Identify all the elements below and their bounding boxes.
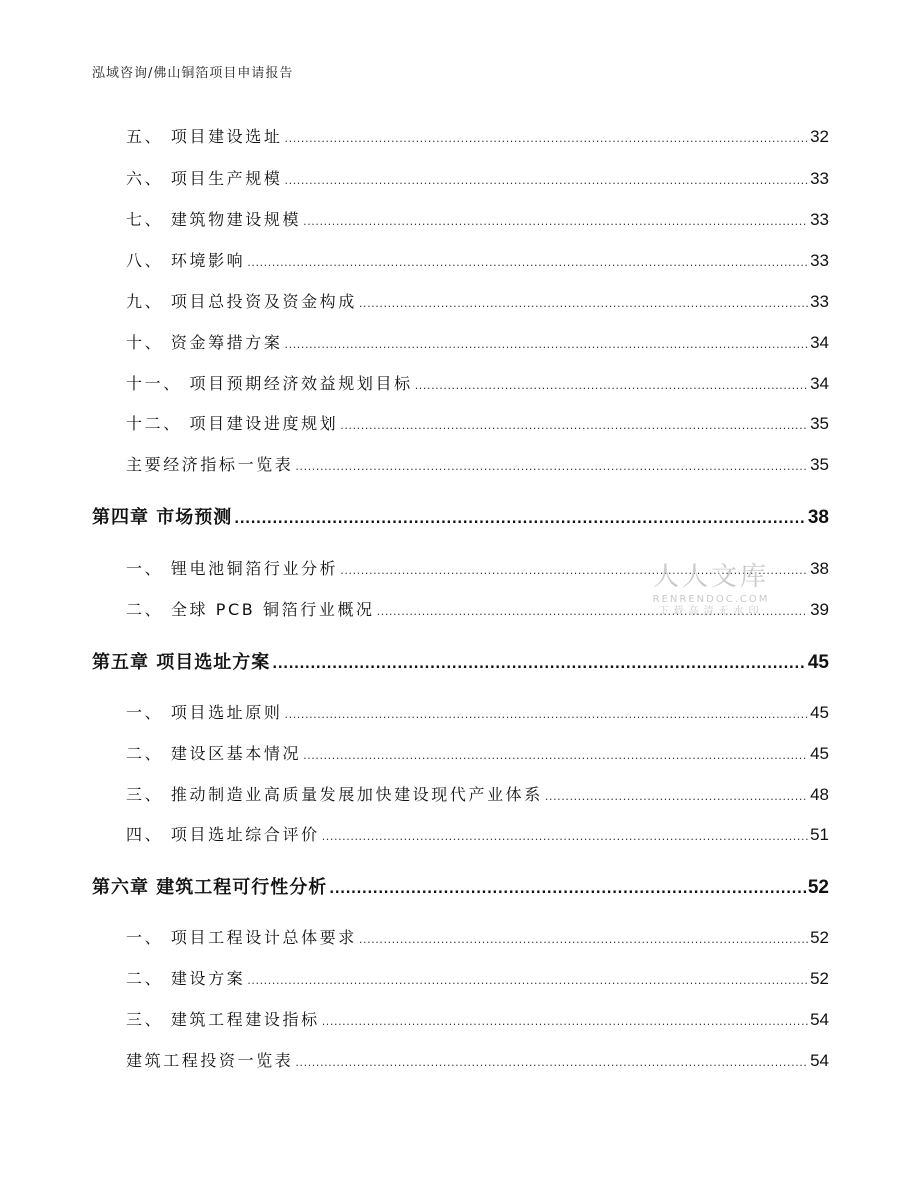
watermark-tagline: 下载高清无水印 [658, 606, 764, 617]
toc-page-number: 34 [810, 333, 829, 352]
toc-dot-leader [247, 974, 808, 987]
toc-dot-leader [359, 297, 808, 310]
toc-entry[interactable] [126, 1048, 829, 1071]
toc-dot-leader [285, 708, 809, 721]
toc-entry[interactable] [126, 741, 829, 764]
toc-dot-leader [415, 379, 808, 392]
toc-chapter-entry[interactable] [92, 648, 829, 674]
toc-entry[interactable] [126, 248, 829, 271]
toc-dot-leader [340, 419, 808, 432]
toc-page-number: 33 [810, 169, 829, 188]
toc-entry-title: 八、 环境影响 [126, 251, 246, 270]
toc-page-number: 54 [810, 1010, 829, 1029]
toc-page-number: 52 [810, 928, 829, 947]
toc-dot-leader [340, 564, 808, 577]
toc-entry[interactable] [126, 700, 829, 723]
toc-entry-title: 三、 建筑工程建设指标 [126, 1010, 320, 1029]
toc-entry[interactable] [126, 782, 829, 805]
toc-page-number: 33 [810, 292, 829, 311]
toc-entry-title: 三、 推动制造业高质量发展加快建设现代产业体系 [126, 785, 543, 804]
toc-page-number: 33 [810, 210, 829, 229]
toc-dot-leader [285, 338, 809, 351]
toc-page-number: 48 [810, 785, 829, 804]
toc-entry-title: 九、 项目总投资及资金构成 [126, 292, 357, 311]
toc-entry[interactable] [126, 124, 829, 147]
toc-entry-title: 主要经济指标一览表 [126, 455, 294, 474]
toc-dot-leader [285, 174, 809, 187]
toc-entry[interactable] [126, 1007, 829, 1030]
toc-page-number: 35 [810, 455, 829, 474]
toc-entry[interactable] [126, 556, 829, 579]
toc-entry-title: 五、 项目建设选址 [126, 127, 283, 146]
toc-page-number: 45 [810, 744, 829, 763]
toc-dot-leader [322, 1015, 808, 1028]
toc-page-number: 54 [810, 1051, 829, 1070]
toc-page-number: 52 [810, 969, 829, 988]
toc-dot-leader [303, 215, 808, 228]
toc-dot-leader [295, 1056, 808, 1069]
toc-dot-leader [545, 790, 808, 803]
toc-entry[interactable] [126, 597, 829, 620]
toc-page-number: 33 [810, 251, 829, 270]
toc-entry[interactable] [126, 289, 829, 312]
toc-dot-leader [247, 256, 808, 269]
toc-entry[interactable] [126, 966, 829, 989]
toc-entry-title: 一、 项目选址原则 [126, 703, 283, 722]
toc-page-number: 38 [810, 559, 829, 578]
watermark-brand: 人人文库 [652, 562, 769, 592]
toc-dot-leader [295, 460, 808, 473]
toc-dot-leader [303, 749, 808, 762]
toc-dot-leader [322, 830, 808, 843]
toc-entry[interactable] [126, 452, 829, 475]
toc-dot-leader [377, 605, 808, 618]
toc-dot-leader [234, 512, 806, 527]
toc-entry[interactable] [126, 925, 829, 948]
toc-page-number: 45 [807, 652, 829, 673]
toc-entry-title: 十二、 项目建设进度规划 [126, 414, 339, 433]
toc-chapter-entry[interactable] [92, 503, 829, 529]
page-header: 泓域咨询/佛山铜箔项目申请报告 [92, 66, 294, 81]
toc-entry-title: 十一、 项目预期经济效益规划目标 [126, 374, 413, 393]
toc-page-number: 39 [810, 600, 829, 619]
toc-page-number: 32 [810, 127, 829, 146]
toc-page-number: 38 [807, 507, 829, 528]
toc-entry[interactable] [126, 371, 829, 394]
toc-entry-title: 一、 项目工程设计总体要求 [126, 928, 357, 947]
toc-entry[interactable] [126, 411, 829, 434]
watermark-url: RENRENDOC.COM [652, 594, 770, 605]
toc-entry-title: 第六章 建筑工程可行性分析 [92, 877, 328, 898]
toc-entry[interactable] [126, 166, 829, 189]
toc-page-number: 45 [810, 703, 829, 722]
toc-entry-title: 第五章 项目选址方案 [92, 652, 271, 673]
toc-page-number: 34 [810, 374, 829, 393]
toc-entry-title: 二、 建设区基本情况 [126, 744, 302, 763]
toc-entry-title: 一、 锂电池铜箔行业分析 [126, 559, 339, 578]
toc-page-number: 51 [810, 825, 829, 844]
toc-entry-title: 四、 项目选址综合评价 [126, 825, 320, 844]
toc-dot-leader [285, 132, 809, 145]
toc-page-number: 35 [810, 414, 829, 433]
toc-dot-leader [272, 657, 806, 672]
toc-chapter-entry[interactable] [92, 873, 829, 899]
toc-dot-leader [329, 882, 806, 897]
toc-entry-title: 建筑工程投资一览表 [126, 1051, 294, 1070]
toc-entry-title: 第四章 市场预测 [92, 507, 233, 528]
toc-entry[interactable] [126, 207, 829, 230]
toc-entry[interactable] [126, 330, 829, 353]
toc-page-number: 52 [807, 877, 829, 898]
toc-dot-leader [359, 933, 808, 946]
toc-entry-title: 十、 资金筹措方案 [126, 333, 283, 352]
toc-entry-title: 六、 项目生产规模 [126, 169, 283, 188]
toc-entry-title: 二、 建设方案 [126, 969, 246, 988]
toc-entry-title: 七、 建筑物建设规模 [126, 210, 302, 229]
toc-entry[interactable] [126, 822, 829, 845]
toc-entry-title: 二、 全球 PCB 铜箔行业概况 [126, 600, 375, 619]
